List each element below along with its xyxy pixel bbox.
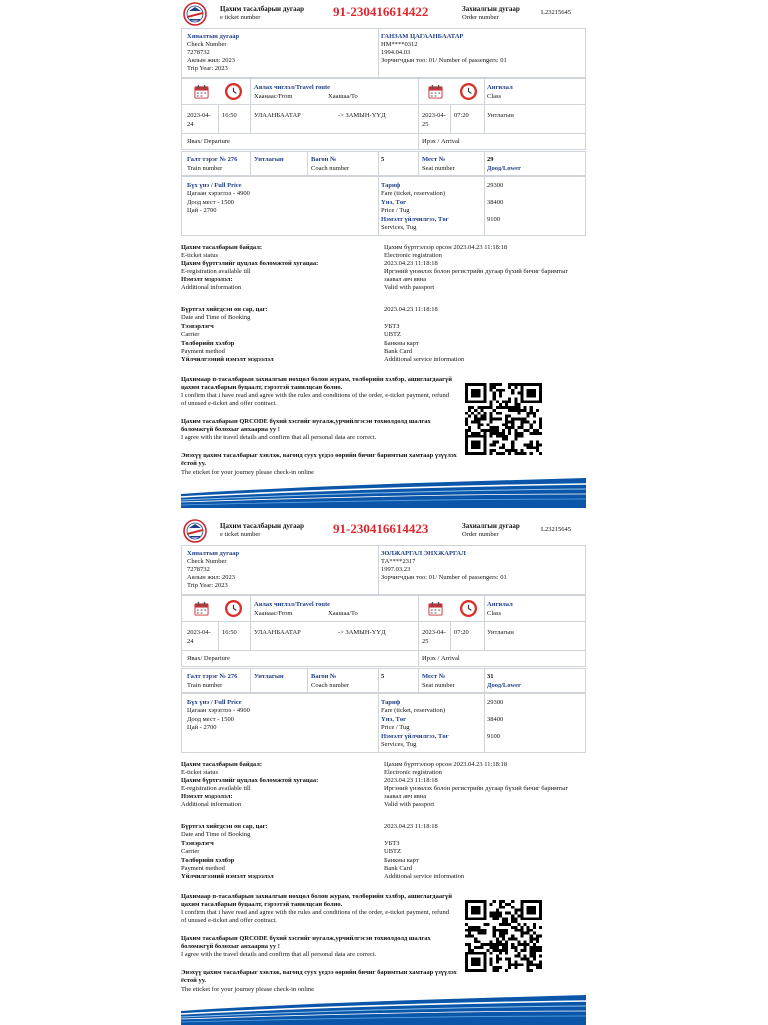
ticket-number-sublabel: e ticket number [220,14,261,21]
route-to-label: Хаашаа/To [328,93,358,100]
arrival-date-day: 25 [422,638,429,645]
eregistration-value: 2023.04.23 11:18:18 [384,260,438,267]
ticket-number: 91-230416614423 [333,521,429,536]
train-number-sublabel: Train number [187,682,223,689]
passenger-count: Зорчигчдын тоо: 01/ Number of passengers: 01 [381,57,507,64]
agreement-1-en: I confirm that i have read and agree with the rules and conditions of the order, e-ticket payment, refund [181,909,449,916]
price-line-3: Цай - 2700 [187,724,217,731]
calendar-icon [194,84,209,99]
arrival-label: Ирэх / Arrival [422,655,460,662]
arrival-time: 07:20 [454,629,469,636]
check-number: 7278732 [187,49,210,56]
passenger-name: ГАНЗАМ ЦАГААНБААТАР [381,33,464,40]
price-value: 38400 [487,199,504,206]
railway-logo-icon [183,2,207,26]
arrival-label: Ирэх / Arrival [422,138,460,145]
agreement-3-en: The eticket for your journey please check-in online [181,469,315,476]
travel-route-title: Аялах чиглэл/Travel route [254,601,331,608]
payment-label: Төлбөрийн хэлбэр [181,857,235,864]
route-from-label: Хаанаас/From [254,610,293,617]
price-box [181,176,586,236]
additional-info-sublabel: Additional information [181,801,242,808]
train-number-sublabel: Train number [187,165,223,172]
price-box [181,693,586,753]
class-value: Унтлагын [487,629,514,636]
route-from: УЛААНБААТАР [254,112,301,119]
trip-year-mn: Аялын жил: 2023 [187,574,236,581]
arrival-date-day: 25 [422,121,429,128]
clock-icon [224,599,243,618]
agreement-1-en: I confirm that i have read and agree with the rules and conditions of the order, e-ticket payment, refund [181,392,449,399]
agreement-2-en: I agree with the travel details and confirm that all personal data are correct. [181,951,377,958]
trip-year-en: Trip Year: 2023 [187,582,228,589]
agreement-1-mn-2: цахим тасалбарын буцаалт, гэрээтэй танилцсан болно. [181,384,343,391]
passenger-name: ЗОЛЖАРГАЛ ЭНХЖАРГАЛ [381,550,466,557]
agreement-3-mn: Энэхүү цахим тасалбарыг хэвлэж, вагонд суух үедээ өөрийн бичиг баримтын хамтаар үзүүлэх [181,452,457,459]
ticket-number: 91-230416614422 [333,4,429,19]
ticket-number-sublabel: e ticket number [220,531,261,538]
arrival-time: 07:20 [454,112,469,119]
class-sublabel: Class [487,610,502,617]
clock-icon [459,599,478,618]
carrier-value-en: UBTZ [384,331,401,338]
route-box [181,595,586,667]
check-passenger-box [181,545,586,595]
passenger-birthdate: 1997.03.23 [381,566,411,573]
price-line-1: Цагаан хэрэглээ - 4900 [187,707,250,714]
agreement-1-mn-2: цахим тасалбарын буцаалт, гэрээтэй танилцсан болно. [181,901,343,908]
payment-value: Банкны карт [384,857,419,864]
carrier-sublabel: Carrier [181,848,200,855]
class-label: Ангилал [487,84,513,91]
departure-date-day: 24 [187,121,194,128]
check-number-sublabel: Check Number [187,41,227,48]
additional-info-sublabel: Additional information [181,284,242,291]
footer-wave-banner [181,993,586,1025]
route-box [181,78,586,150]
class-value: Унтлагын [487,112,514,119]
coach-sublabel: Coach number [311,165,350,172]
tariff-value: 29300 [487,182,504,189]
service-info-value: Additional service information [384,873,465,880]
additional-info-value-en: Valid with passport [384,801,435,808]
passenger-count: Зорчигчдын тоо: 01/ Number of passengers: 01 [381,574,507,581]
check-number-sublabel: Check Number [187,558,227,565]
booking-time-label: Бүртгэл хийгдсэн он сар, цаг: [181,306,268,313]
seat-number: 31 [487,673,494,680]
railway-logo-icon [183,519,207,543]
ticket-number-label: Цахим тасалбарын дугаар [220,522,304,530]
order-number: L23215645 [541,526,571,533]
services-sublabel: Services, Tug [381,224,417,231]
service-info-value: Additional service information [384,356,465,363]
calendar-icon [194,601,209,616]
price-line-3: Цай - 2700 [187,207,217,214]
coach-number: 5 [381,156,385,163]
services-label: Нэмэлт үйлчилгээ, Төг [381,216,449,223]
seat-number: 29 [487,156,494,163]
tariff-sublabel: Fare (ticket, reservation) [381,190,446,197]
arrival-date: 2023-04- [422,112,446,119]
trip-year-en: Trip Year: 2023 [187,65,228,72]
departure-date: 2023-04- [187,629,211,636]
services-sublabel: Services, Tug [381,741,417,748]
coach-label: Вагон № [311,156,337,163]
clock-icon [224,82,243,101]
carrier-value: УБТЗ [384,323,400,330]
services-label: Нэмэлт үйлчилгээ, Төг [381,733,449,740]
eticket-status-sublabel: E-ticket status [181,252,219,259]
booking-time-sublabel: Date and Time of Booking [181,831,251,838]
booking-time-label: Бүртгэл хийгдсэн он сар, цаг: [181,823,268,830]
clock-icon [459,82,478,101]
train-box [181,151,586,176]
full-price-label: Бүх үнэ / Full Price [187,699,242,706]
carrier-value: УБТЗ [384,840,400,847]
tariff-label: Тариф [381,699,401,706]
services-value: 9100 [487,216,500,223]
eticket-status-sublabel: E-ticket status [181,769,219,776]
order-number-sublabel: Order number [462,14,499,21]
route-to: -> ЗАМЫН-ҮҮД [338,112,386,119]
seat-label: Мест № [422,156,446,163]
seat-label: Мест № [422,673,446,680]
agreement-2-mn-2: боломжгүй болохыг анхаарна уу ! [181,943,280,950]
price-sublabel: Price / Tug [381,207,410,214]
additional-info-value-1: Иргэний үнэмлэх болон регистрийн дугаар бүхий бичиг баримтыг [384,268,569,275]
train-box [181,668,586,693]
agreement-3-mn-2: ёстой уу. [181,460,206,467]
class-label: Ангилал [487,601,513,608]
agreement-1-mn: Цахимаар п-тасалбарын захиалгын нөхцөл болон журам, төлбөрийн хэлбэр, ашиглагдаагүй [181,376,453,383]
additional-info-label: Нэмэлт мэдээлэл: [181,793,233,800]
carrier-sublabel: Carrier [181,331,200,338]
arrival-date: 2023-04- [422,629,446,636]
price-sublabel: Price / Tug [381,724,410,731]
payment-sublabel: Payment method [181,348,225,355]
eregistration-sublabel: E-registration available till [181,785,251,792]
price-label: Үнэ, Төг [381,716,407,723]
price-line-1: Цагаан хэрэглээ - 4900 [187,190,250,197]
footer-wave-banner [181,476,586,508]
departure-time: 16:50 [222,629,237,636]
order-number-label: Захиалгын дугаар [462,522,520,530]
carrier-value-en: UBTZ [384,848,401,855]
price-value: 38400 [487,716,504,723]
additional-info-value-en: Valid with passport [384,284,435,291]
eticket-status-value: Цахим бүртгэлээр орсон 2023.04.23 11:18:18 [384,761,508,768]
route-to: -> ЗАМЫН-ҮҮД [338,629,386,636]
services-value: 9100 [487,733,500,740]
seat-position: Доод/Lower [487,165,521,172]
seat-sublabel: Seat number [422,165,455,172]
coach-sublabel: Coach number [311,682,350,689]
coach-label: Вагон № [311,673,337,680]
coach-number: 5 [381,673,385,680]
check-number: 7278732 [187,566,210,573]
passenger-birthdate: 1994.04.03 [381,49,411,56]
passenger-document: ТА****2317 [381,558,416,565]
payment-sublabel: Payment method [181,865,225,872]
eticket-status-label: Цахим тасалбарын байдал: [181,761,263,768]
order-number-sublabel: Order number [462,531,499,538]
tariff-label: Тариф [381,182,401,189]
agreement-1-en-2: of unused e-ticket and offer contract. [181,400,277,407]
additional-info-value-1: Иргэний үнэмлэх болон регистрийн дугаар бүхий бичиг баримтыг [384,785,569,792]
agreement-2-mn: Цахим тасалбарын QRCODE бүхий хэсгийг нугалж,урчийлгэсэн тохиолдолд шалгах [181,418,431,425]
price-line-2: Доод мест - 1500 [187,199,234,206]
booking-time-value: 2023.04.23 11:18:18 [384,823,438,830]
seat-sublabel: Seat number [422,682,455,689]
booking-time-sublabel: Date and Time of Booking [181,314,251,321]
train-type: Унтлагын [254,156,284,163]
route-to-label: Хаашаа/To [328,610,358,617]
check-number-label: Хяналтын дугаар [187,550,240,557]
seat-position: Доод/Lower [487,682,521,689]
service-info-label: Үйлчилгээний нэмэлт мэдээлэл [181,873,274,880]
additional-info-value-2: заавал авч явна [384,276,427,283]
route-from-label: Хаанаас/From [254,93,293,100]
passenger-document: НМ****0312 [381,41,418,48]
order-number: L23215645 [541,9,571,16]
additional-info-value-2: заавал авч явна [384,793,427,800]
class-sublabel: Class [487,93,502,100]
full-price-label: Бүх үнэ / Full Price [187,182,242,189]
agreement-3-en: The eticket for your journey please check-in online [181,986,315,993]
check-number-label: Хяналтын дугаар [187,33,240,40]
payment-value-en: Bank Card [384,348,412,355]
agreement-1-en-2: of unused e-ticket and offer contract. [181,917,277,924]
payment-value: Банкны карт [384,340,419,347]
eregistration-label: Цахим бүртгэлийг цуцлах боломжтой хугацаа: [181,260,319,267]
ticket-number-label: Цахим тасалбарын дугаар [220,5,304,13]
check-passenger-box [181,28,586,78]
route-from: УЛААНБААТАР [254,629,301,636]
tariff-sublabel: Fare (ticket, reservation) [381,707,446,714]
train-number-label: Галт тэрэг № 276 [187,673,238,680]
departure-time: 16:50 [222,112,237,119]
train-number-label: Галт тэрэг № 276 [187,156,238,163]
qr-code [465,900,542,972]
tariff-value: 29300 [487,699,504,706]
calendar-icon [428,84,443,99]
price-line-2: Доод мест - 1500 [187,716,234,723]
ticket-header [181,0,586,26]
additional-info-label: Нэмэлт мэдээлэл: [181,276,233,283]
eticket-status-label: Цахим тасалбарын байдал: [181,244,263,251]
eticket-status-value-en: Electronic registration [384,252,442,259]
service-info-label: Үйлчилгээний нэмэлт мэдээлэл [181,356,274,363]
agreement-3-mn: Энэхүү цахим тасалбарыг хэвлэж, вагонд суух үедээ өөрийн бичиг баримтын хамтаар үзүүлэх [181,969,457,976]
agreement-2-mn-2: боломжгүй болохыг анхаарна уу ! [181,426,280,433]
payment-label: Төлбөрийн хэлбэр [181,340,235,347]
agreement-2-en: I agree with the travel details and confirm that all personal data are correct. [181,434,377,441]
qr-code [465,383,542,455]
booking-time-value: 2023.04.23 11:18:18 [384,306,438,313]
agreement-3-mn-2: ёстой уу. [181,977,206,984]
carrier-label: Тээвэрлэгч [181,840,214,847]
departure-date: 2023-04- [187,112,211,119]
departure-label: Явах/ Departure [187,655,230,662]
calendar-icon [428,601,443,616]
eticket-status-value: Цахим бүртгэлээр орсон 2023.04.23 11:18:18 [384,244,508,251]
eticket-status-value-en: Electronic registration [384,769,442,776]
eregistration-sublabel: E-registration available till [181,268,251,275]
price-label: Үнэ, Төг [381,199,407,206]
agreement-1-mn: Цахимаар п-тасалбарын захиалгын нөхцөл болон журам, төлбөрийн хэлбэр, ашиглагдаагүй [181,893,453,900]
eregistration-value: 2023.04.23 11:18:18 [384,777,438,784]
departure-date-day: 24 [187,638,194,645]
eregistration-label: Цахим бүртгэлийг цуцлах боломжтой хугацаа: [181,777,319,784]
travel-route-title: Аялах чиглэл/Travel route [254,84,331,91]
departure-label: Явах/ Departure [187,138,230,145]
agreement-2-mn: Цахим тасалбарын QRCODE бүхий хэсгийг нугалж,урчийлгэсэн тохиолдолд шалгах [181,935,431,942]
payment-value-en: Bank Card [384,865,412,872]
order-number-label: Захиалгын дугаар [462,5,520,13]
train-type: Унтлагын [254,673,284,680]
carrier-label: Тээвэрлэгч [181,323,214,330]
trip-year-mn: Аялын жил: 2023 [187,57,236,64]
ticket-header [181,517,586,543]
